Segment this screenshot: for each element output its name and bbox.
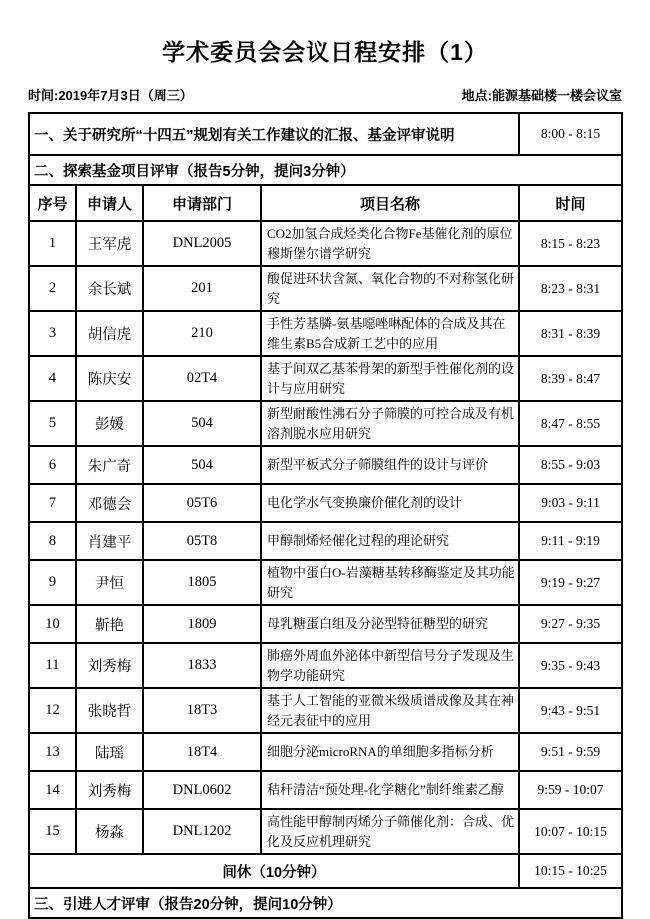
row-applicant: 靳艳 (76, 605, 143, 643)
row-department: 18T3 (143, 688, 261, 733)
header-department: 申请部门 (143, 185, 261, 221)
row-time: 9:43 - 9:51 (519, 688, 622, 733)
row-applicant: 彭媛 (76, 401, 143, 446)
row-department: 1809 (143, 605, 261, 643)
row-applicant: 刘秀梅 (76, 771, 143, 809)
row-project: 手性芳基膦-氨基噁唑啉配体的合成及其在维生素B5合成新工艺中的应用 (261, 311, 519, 356)
row-applicant: 肖建平 (76, 522, 143, 560)
row-project: 基于间双乙基苯骨架的新型手性催化剂的设计与应用研究 (261, 356, 519, 401)
table-row (29, 733, 622, 771)
row-no: 1 (29, 221, 76, 266)
row-time: 8:39 - 8:47 (519, 356, 622, 401)
row-no: 5 (29, 401, 76, 446)
row-department: DNL2005 (143, 221, 261, 266)
row-project: CO2加氢合成烃类化合物Fe基催化剂的原位穆斯堡尔谱学研究 (261, 221, 519, 266)
row-time: 8:15 - 8:23 (519, 221, 622, 266)
row-applicant: 邓德会 (76, 484, 143, 522)
table-row (29, 221, 622, 266)
table-row (29, 688, 622, 733)
meeting-time-label: 时间:2019年7月3日（周三） (28, 88, 193, 103)
row-time: 9:51 - 9:59 (519, 733, 622, 771)
row-department: DNL1202 (143, 809, 261, 854)
row-no: 14 (29, 771, 76, 809)
row-applicant: 胡信虎 (76, 311, 143, 356)
row-department: 05T6 (143, 484, 261, 522)
row-no: 10 (29, 605, 76, 643)
row-time: 9:59 - 10:07 (519, 771, 622, 809)
section3-row (29, 888, 622, 918)
row-project: 电化学水气变换廉价催化剂的设计 (261, 484, 519, 522)
page-title: 学术委员会会议日程安排（1） (162, 39, 488, 65)
row-no: 6 (29, 446, 76, 484)
row-project: 酸促进环状含氮、氧化合物的不对称氢化研究 (261, 266, 519, 311)
row-time: 8:47 - 8:55 (519, 401, 622, 446)
table-header-row (29, 185, 622, 221)
row-project: 肺癌外周血外泌体中新型信号分子发现及生物学功能研究 (261, 643, 519, 688)
row-no: 12 (29, 688, 76, 733)
row-time: 9:19 - 9:27 (519, 560, 622, 605)
row-applicant: 陆瑶 (76, 733, 143, 771)
row-no: 15 (29, 809, 76, 854)
row-time: 8:23 - 8:31 (519, 266, 622, 311)
row-project: 植物中蛋白O-岩藻糖基转移酶鉴定及其功能研究 (261, 560, 519, 605)
row-applicant: 刘秀梅 (76, 643, 143, 688)
schedule-table (28, 112, 623, 919)
table-row (29, 605, 622, 643)
section1-time: 8:00 - 8:15 (519, 113, 622, 155)
row-applicant: 陈庆安 (76, 356, 143, 401)
row-project: 母乳糖蛋白组及分泌型特征糖型的研究 (261, 605, 519, 643)
row-applicant: 张晓哲 (76, 688, 143, 733)
table-row (29, 522, 622, 560)
table-row (29, 484, 622, 522)
table-row (29, 311, 622, 356)
row-no: 4 (29, 356, 76, 401)
row-project: 基于人工智能的亚微米级质谱成像及其在神经元表征中的应用 (261, 688, 519, 733)
row-department: 18T4 (143, 733, 261, 771)
row-project: 新型平板式分子筛膜组件的设计与评价 (261, 446, 519, 484)
table-row (29, 266, 622, 311)
row-time: 9:11 - 9:19 (519, 522, 622, 560)
section2-label: 二、探索基金项目评审（报告5分钟，提问3分钟） (29, 155, 622, 185)
header-project: 项目名称 (261, 185, 519, 221)
row-applicant: 尹恒 (76, 560, 143, 605)
meta-row (28, 85, 622, 104)
row-project: 细胞分泌microRNA的单细胞多指标分析 (261, 733, 519, 771)
row-applicant: 朱广奇 (76, 446, 143, 484)
row-time: 10:07 - 10:15 (519, 809, 622, 854)
header-no: 序号 (29, 185, 76, 221)
break-time: 10:15 - 10:25 (519, 854, 622, 888)
table-row (29, 560, 622, 605)
row-project: 秸秆清洁“预处理-化学糖化”制纤维素乙醇 (261, 771, 519, 809)
section2-row (29, 155, 622, 185)
row-applicant: 杨淼 (76, 809, 143, 854)
section3-label: 三、引进人才评审（报告20分钟，提问10分钟） (29, 888, 622, 918)
row-time: 8:31 - 8:39 (519, 311, 622, 356)
section1-label: 一、关于研究所“十四五”规划有关工作建议的汇报、基金评审说明 (29, 113, 519, 155)
table-row (29, 809, 622, 854)
row-department: 504 (143, 446, 261, 484)
row-department: 05T8 (143, 522, 261, 560)
row-project: 新型耐酸性沸石分子筛膜的可控合成及有机溶剂脱水应用研究 (261, 401, 519, 446)
meeting-location-label: 地点:能源基础楼一楼会议室 (461, 88, 622, 103)
row-applicant: 余长斌 (76, 266, 143, 311)
header-applicant: 申请人 (76, 185, 143, 221)
section1-row (29, 113, 622, 155)
row-department: 1833 (143, 643, 261, 688)
row-department: 201 (143, 266, 261, 311)
row-no: 7 (29, 484, 76, 522)
row-time: 9:35 - 9:43 (519, 643, 622, 688)
table-row (29, 446, 622, 484)
table-row (29, 401, 622, 446)
table-row (29, 771, 622, 809)
row-applicant: 王军虎 (76, 221, 143, 266)
row-no: 3 (29, 311, 76, 356)
row-no: 2 (29, 266, 76, 311)
row-department: 02T4 (143, 356, 261, 401)
row-no: 13 (29, 733, 76, 771)
break-label: 间休（10分钟） (29, 854, 519, 888)
row-department: 504 (143, 401, 261, 446)
table-row (29, 643, 622, 688)
break-row (29, 854, 622, 888)
row-no: 9 (29, 560, 76, 605)
row-project: 甲醇制烯烃催化过程的理论研究 (261, 522, 519, 560)
header-time: 时间 (519, 185, 622, 221)
row-no: 11 (29, 643, 76, 688)
row-time: 9:27 - 9:35 (519, 605, 622, 643)
row-department: 1805 (143, 560, 261, 605)
row-department: 210 (143, 311, 261, 356)
row-no: 8 (29, 522, 76, 560)
row-time: 8:55 - 9:03 (519, 446, 622, 484)
row-department: DNL0602 (143, 771, 261, 809)
table-row (29, 356, 622, 401)
row-time: 9:03 - 9:11 (519, 484, 622, 522)
row-project: 高性能甲醇制丙烯分子筛催化剂：合成、优化及反应机理研究 (261, 809, 519, 854)
